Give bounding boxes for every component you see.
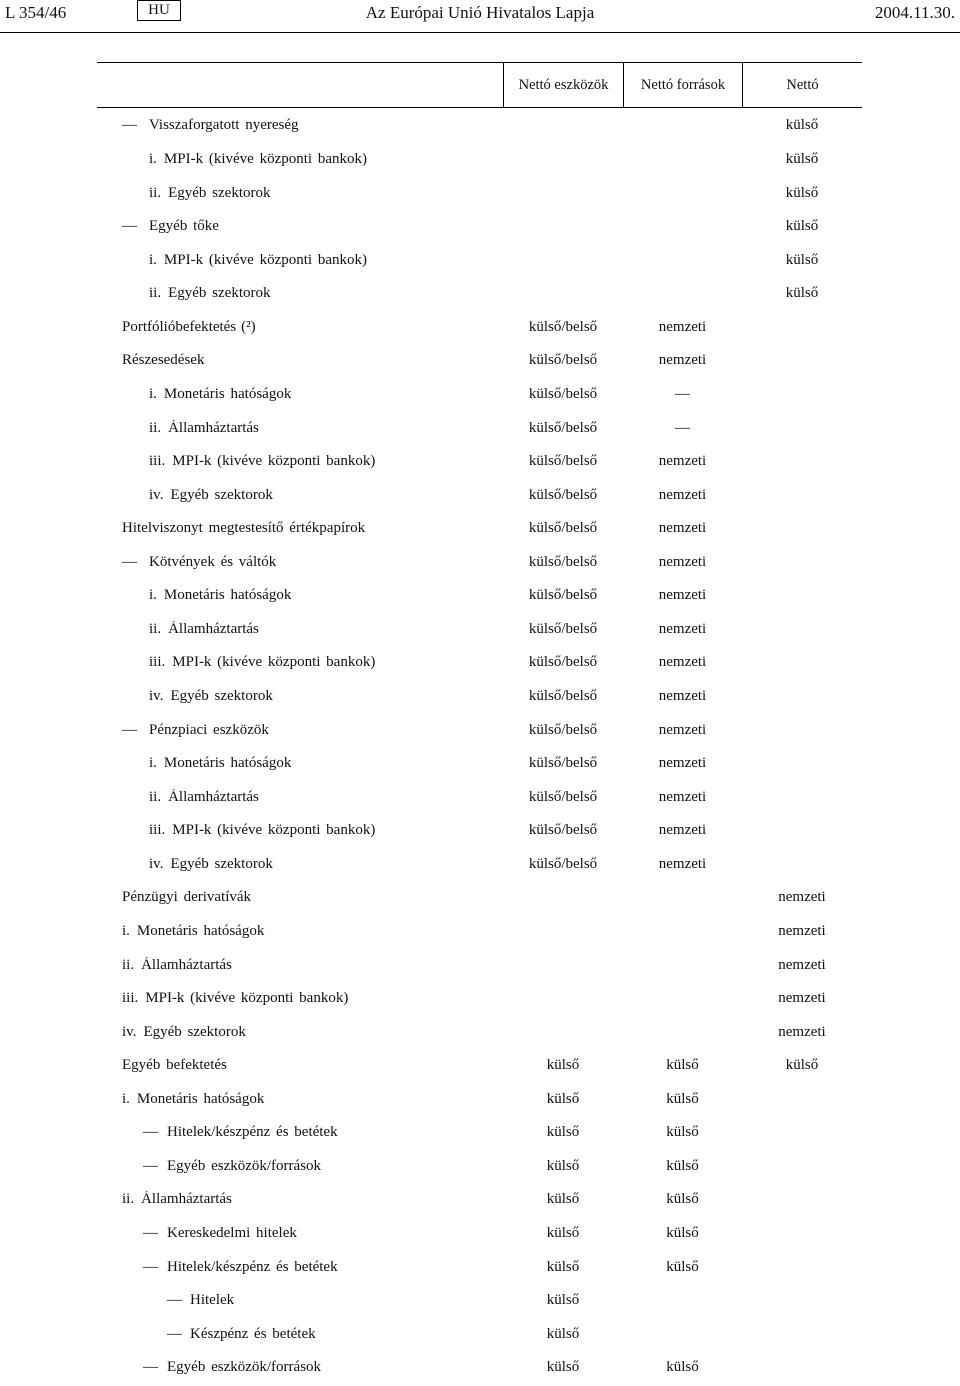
row-number: iii. xyxy=(149,654,166,671)
row-label-cell xyxy=(97,420,503,437)
row-number: ii. xyxy=(149,788,162,805)
row-label-cell xyxy=(97,755,503,772)
value-net-assets: külső/belső xyxy=(528,486,598,503)
dash-marker: — xyxy=(122,218,137,235)
row-number: i. xyxy=(149,587,157,604)
row-number: ii. xyxy=(122,956,135,973)
row-label: Monetáris hatóságok xyxy=(136,922,265,939)
value-net-liabilities: nemzeti xyxy=(658,654,707,671)
row-label-cell xyxy=(97,1191,503,1208)
row-label-cell xyxy=(97,554,503,571)
dash-marker: — xyxy=(143,1157,158,1174)
publication-date: 2004.11.30. xyxy=(874,3,955,22)
row-label-cell xyxy=(97,151,503,168)
table-body xyxy=(97,109,862,1384)
table-row xyxy=(97,747,862,781)
footnote-ref: (²) xyxy=(241,318,256,335)
row-label: MPI-k (kivéve központi bankok) xyxy=(163,151,367,168)
row-label-cell xyxy=(97,722,503,739)
row-label-cell xyxy=(97,621,503,638)
table-row xyxy=(97,1083,862,1117)
value-net-liabilities: nemzeti xyxy=(658,721,707,738)
value-net-liabilities: külső xyxy=(666,1057,699,1074)
table-row xyxy=(97,512,862,546)
table-row xyxy=(97,948,862,982)
row-label: Egyéb befektetés xyxy=(122,1057,227,1074)
row-label: Készpénz és betétek xyxy=(190,1325,316,1342)
row-label-cell xyxy=(97,218,503,235)
value-net: nemzeti xyxy=(778,1023,826,1040)
page-header xyxy=(0,0,960,33)
row-label: MPI-k (kivéve központi bankok) xyxy=(163,251,367,268)
row-label: Pénzpiaci eszközök xyxy=(149,721,269,738)
language-badge: HU xyxy=(137,0,181,21)
row-number: i. xyxy=(122,922,130,939)
row-label-cell xyxy=(97,1124,503,1141)
row-label-cell xyxy=(97,822,503,839)
row-label: Egyéb tőke xyxy=(149,218,219,235)
table-row xyxy=(97,1250,862,1284)
row-label: Egyéb eszközök/források xyxy=(167,1359,322,1376)
row-label-cell xyxy=(97,957,503,974)
row-number: ii. xyxy=(122,1191,135,1208)
value-net: nemzeti xyxy=(778,889,826,906)
value-net-liabilities: nemzeti xyxy=(658,855,707,872)
value-net-liabilities: nemzeti xyxy=(658,453,707,470)
value-net-liabilities: nemzeti xyxy=(658,688,707,705)
row-label: Egyéb szektorok xyxy=(170,486,273,503)
value-net-assets: külső xyxy=(546,1191,580,1208)
row-label: Államháztartás xyxy=(168,419,259,436)
row-number: i. xyxy=(149,755,157,772)
table-row xyxy=(97,176,862,210)
value-net-assets: külső xyxy=(546,1157,580,1174)
row-label-cell xyxy=(97,1225,503,1242)
row-label: Visszaforgatott nyereség xyxy=(149,117,299,134)
table-row xyxy=(97,277,862,311)
value-net-assets: külső/belső xyxy=(528,385,598,402)
row-label: Kereskedelmi hitelek xyxy=(167,1225,297,1242)
value-net-liabilities: nemzeti xyxy=(658,587,707,604)
row-label-cell xyxy=(97,1057,503,1074)
journal-title: Az Európai Unió Hivatalos Lapja xyxy=(365,3,595,22)
row-label: Monetáris hatóságok xyxy=(136,1090,265,1107)
row-label: Egyéb szektorok xyxy=(168,285,271,302)
value-net-liabilities: külső xyxy=(666,1157,699,1174)
row-label: Hitelek xyxy=(190,1292,235,1309)
row-label: MPI-k (kivéve központi bankok) xyxy=(145,990,349,1007)
row-label-cell xyxy=(97,117,503,134)
value-net-assets: külső/belső xyxy=(528,855,598,872)
table-row xyxy=(97,915,862,949)
table-row xyxy=(97,210,862,244)
row-label: Hitelek/készpénz és betétek xyxy=(167,1124,338,1141)
value-net-liabilities: nemzeti xyxy=(658,486,707,503)
row-label: Hitelek/készpénz és betétek xyxy=(167,1258,338,1275)
value-net-liabilities: nemzeti xyxy=(658,520,707,537)
value-net: külső xyxy=(785,184,819,201)
row-label-cell xyxy=(97,1158,503,1175)
row-label: Részesedések xyxy=(122,352,205,369)
row-label-cell xyxy=(97,587,503,604)
row-label: Államháztartás xyxy=(168,620,259,637)
row-label-cell xyxy=(97,1259,503,1276)
value-net: külső xyxy=(785,151,819,168)
row-label: MPI-k (kivéve központi bankok) xyxy=(172,453,376,470)
table-row xyxy=(97,613,862,647)
value-net-assets: külső/belső xyxy=(528,788,598,805)
label-column-header xyxy=(97,63,503,107)
row-label: Monetáris hatóságok xyxy=(163,755,292,772)
value-net-assets: külső/belső xyxy=(528,620,598,637)
value-net-assets: külső/belső xyxy=(528,822,598,839)
table-row xyxy=(97,680,862,714)
row-label-cell xyxy=(97,1359,503,1376)
value-net-liabilities: nemzeti xyxy=(658,755,707,772)
value-net-liabilities: nemzeti xyxy=(658,620,707,637)
value-net-assets: külső/belső xyxy=(528,520,598,537)
value-net: külső xyxy=(785,117,819,134)
value-net-liabilities: nemzeti xyxy=(658,553,707,570)
table-row xyxy=(97,478,862,512)
value-net: nemzeti xyxy=(778,922,826,939)
dash-marker: — xyxy=(143,1225,158,1242)
value-net-assets: külső xyxy=(546,1258,580,1275)
value-net-liabilities: külső xyxy=(666,1258,699,1275)
row-label-cell xyxy=(97,1024,503,1041)
dash-marker: — xyxy=(143,1124,158,1141)
row-label-cell xyxy=(97,185,503,202)
value-net-assets: külső xyxy=(546,1057,580,1074)
row-label: MPI-k (kivéve központi bankok) xyxy=(172,654,376,671)
value-net: nemzeti xyxy=(778,956,826,973)
row-number: i. xyxy=(149,151,157,168)
row-label-cell xyxy=(97,688,503,705)
value-net-liabilities: külső xyxy=(666,1359,699,1376)
table-row xyxy=(97,1284,862,1318)
value-net-liabilities: nemzeti xyxy=(658,352,707,369)
value-net-assets: külső/belső xyxy=(528,553,598,570)
dash-marker: — xyxy=(143,1258,158,1275)
value-net-assets: külső/belső xyxy=(528,688,598,705)
row-number: i. xyxy=(122,1090,130,1107)
table-row xyxy=(97,344,862,378)
row-number: iv. xyxy=(122,1023,137,1040)
row-number: ii. xyxy=(149,285,162,302)
value-net: külső xyxy=(785,285,819,302)
table-row xyxy=(97,1116,862,1150)
table-row xyxy=(97,1015,862,1049)
row-label: Kötvények és váltók xyxy=(149,553,277,570)
row-label-cell xyxy=(97,1326,503,1343)
row-label-cell xyxy=(97,352,503,369)
value-net-assets: külső xyxy=(546,1225,580,1242)
table-row xyxy=(97,1317,862,1351)
table-row xyxy=(97,546,862,580)
row-number: iv. xyxy=(149,855,164,872)
row-label-cell xyxy=(97,453,503,470)
table-row xyxy=(97,646,862,680)
value-net: külső xyxy=(785,218,819,235)
row-label: Államháztartás xyxy=(168,788,259,805)
table-header xyxy=(97,62,862,108)
column-header-net-assets: Nettó eszközök xyxy=(503,63,623,107)
table-row xyxy=(97,1049,862,1083)
table-row xyxy=(97,1150,862,1184)
column-header-net-liabilities: Nettó források xyxy=(623,63,742,107)
value-net-assets: külső xyxy=(546,1292,580,1309)
dash-marker: — xyxy=(167,1292,182,1309)
row-label: Egyéb szektorok xyxy=(168,184,271,201)
row-number: iii. xyxy=(149,822,166,839)
table-row xyxy=(97,411,862,445)
table-row xyxy=(97,445,862,479)
table-row xyxy=(97,713,862,747)
value-net-assets: külső/belső xyxy=(528,721,598,738)
row-label-cell xyxy=(97,889,503,906)
row-number: iv. xyxy=(149,688,164,705)
row-label-cell xyxy=(97,1292,503,1309)
row-number: ii. xyxy=(149,620,162,637)
row-label-cell xyxy=(97,1091,503,1108)
row-label-cell xyxy=(97,386,503,403)
row-label: MPI-k (kivéve központi bankok) xyxy=(172,822,376,839)
value-net-liabilities: külső xyxy=(666,1124,699,1141)
table-row xyxy=(97,1217,862,1251)
value-net-assets: külső/belső xyxy=(528,352,598,369)
row-number: iv. xyxy=(149,486,164,503)
row-label-cell xyxy=(97,252,503,269)
value-net: külső xyxy=(785,1057,819,1074)
row-label-cell xyxy=(97,856,503,873)
table-row xyxy=(97,378,862,412)
value-net-assets: külső/belső xyxy=(528,755,598,772)
table-row xyxy=(97,982,862,1016)
value-net-liabilities: nemzeti xyxy=(658,822,707,839)
dash-marker: — xyxy=(143,1359,158,1376)
row-label: Portfólióbefektetés xyxy=(122,318,237,335)
value-net-liabilities: nemzeti xyxy=(658,318,707,335)
value-net-assets: külső/belső xyxy=(528,419,598,436)
dash-marker: — xyxy=(167,1325,182,1342)
value-net-liabilities: — xyxy=(675,385,690,402)
table-row xyxy=(97,814,862,848)
value-net-liabilities: külső xyxy=(666,1191,699,1208)
value-net-assets: külső xyxy=(546,1124,580,1141)
row-label: Hitelviszonyt megtestesítő értékpapírok xyxy=(122,520,366,537)
value-net-liabilities: nemzeti xyxy=(658,788,707,805)
dash-marker: — xyxy=(122,721,137,738)
row-label-cell xyxy=(97,487,503,504)
row-label: Államháztartás xyxy=(141,956,232,973)
row-label-cell xyxy=(97,990,503,1007)
row-label: Egyéb eszközök/források xyxy=(167,1157,322,1174)
value-net-assets: külső/belső xyxy=(528,654,598,671)
row-number: ii. xyxy=(149,184,162,201)
table-row xyxy=(97,243,862,277)
dash-marker: — xyxy=(122,553,137,570)
row-label-cell xyxy=(97,319,503,336)
row-number: i. xyxy=(149,385,157,402)
row-label-cell xyxy=(97,520,503,537)
table-row xyxy=(97,579,862,613)
table-row xyxy=(97,143,862,177)
table-row xyxy=(97,311,862,345)
value-net: nemzeti xyxy=(778,990,826,1007)
table-row xyxy=(97,780,862,814)
value-net-assets: külső xyxy=(546,1359,580,1376)
row-label: Egyéb szektorok xyxy=(143,1023,246,1040)
table-row xyxy=(97,1351,862,1385)
table-row xyxy=(97,1183,862,1217)
row-number: i. xyxy=(149,251,157,268)
dash-marker: — xyxy=(122,117,137,134)
value-net-liabilities: — xyxy=(675,419,690,436)
row-label-cell xyxy=(97,285,503,302)
value-net-liabilities: külső xyxy=(666,1090,699,1107)
row-number: iii. xyxy=(122,990,139,1007)
row-label: Egyéb szektorok xyxy=(170,855,273,872)
row-label: Monetáris hatóságok xyxy=(163,385,292,402)
value-net-liabilities: külső xyxy=(666,1225,699,1242)
row-label: Egyéb szektorok xyxy=(170,688,273,705)
row-label: Államháztartás xyxy=(141,1191,232,1208)
table-row xyxy=(97,109,862,143)
table-row xyxy=(97,881,862,915)
row-label-cell xyxy=(97,923,503,940)
column-header-net: Nettó xyxy=(742,63,862,107)
value-net-assets: külső xyxy=(546,1090,580,1107)
value-net-assets: külső/belső xyxy=(528,453,598,470)
table-row xyxy=(97,848,862,882)
row-label: Pénzügyi derivatívák xyxy=(122,889,252,906)
row-label-cell xyxy=(97,654,503,671)
value-net-assets: külső xyxy=(546,1325,580,1342)
value-net-assets: külső/belső xyxy=(528,318,598,335)
page-reference: L 354/46 xyxy=(5,3,67,22)
value-net: külső xyxy=(785,251,819,268)
row-number: iii. xyxy=(149,453,166,470)
row-number: ii. xyxy=(149,419,162,436)
value-net-assets: külső/belső xyxy=(528,587,598,604)
row-label-cell xyxy=(97,789,503,806)
row-label: Monetáris hatóságok xyxy=(163,587,292,604)
